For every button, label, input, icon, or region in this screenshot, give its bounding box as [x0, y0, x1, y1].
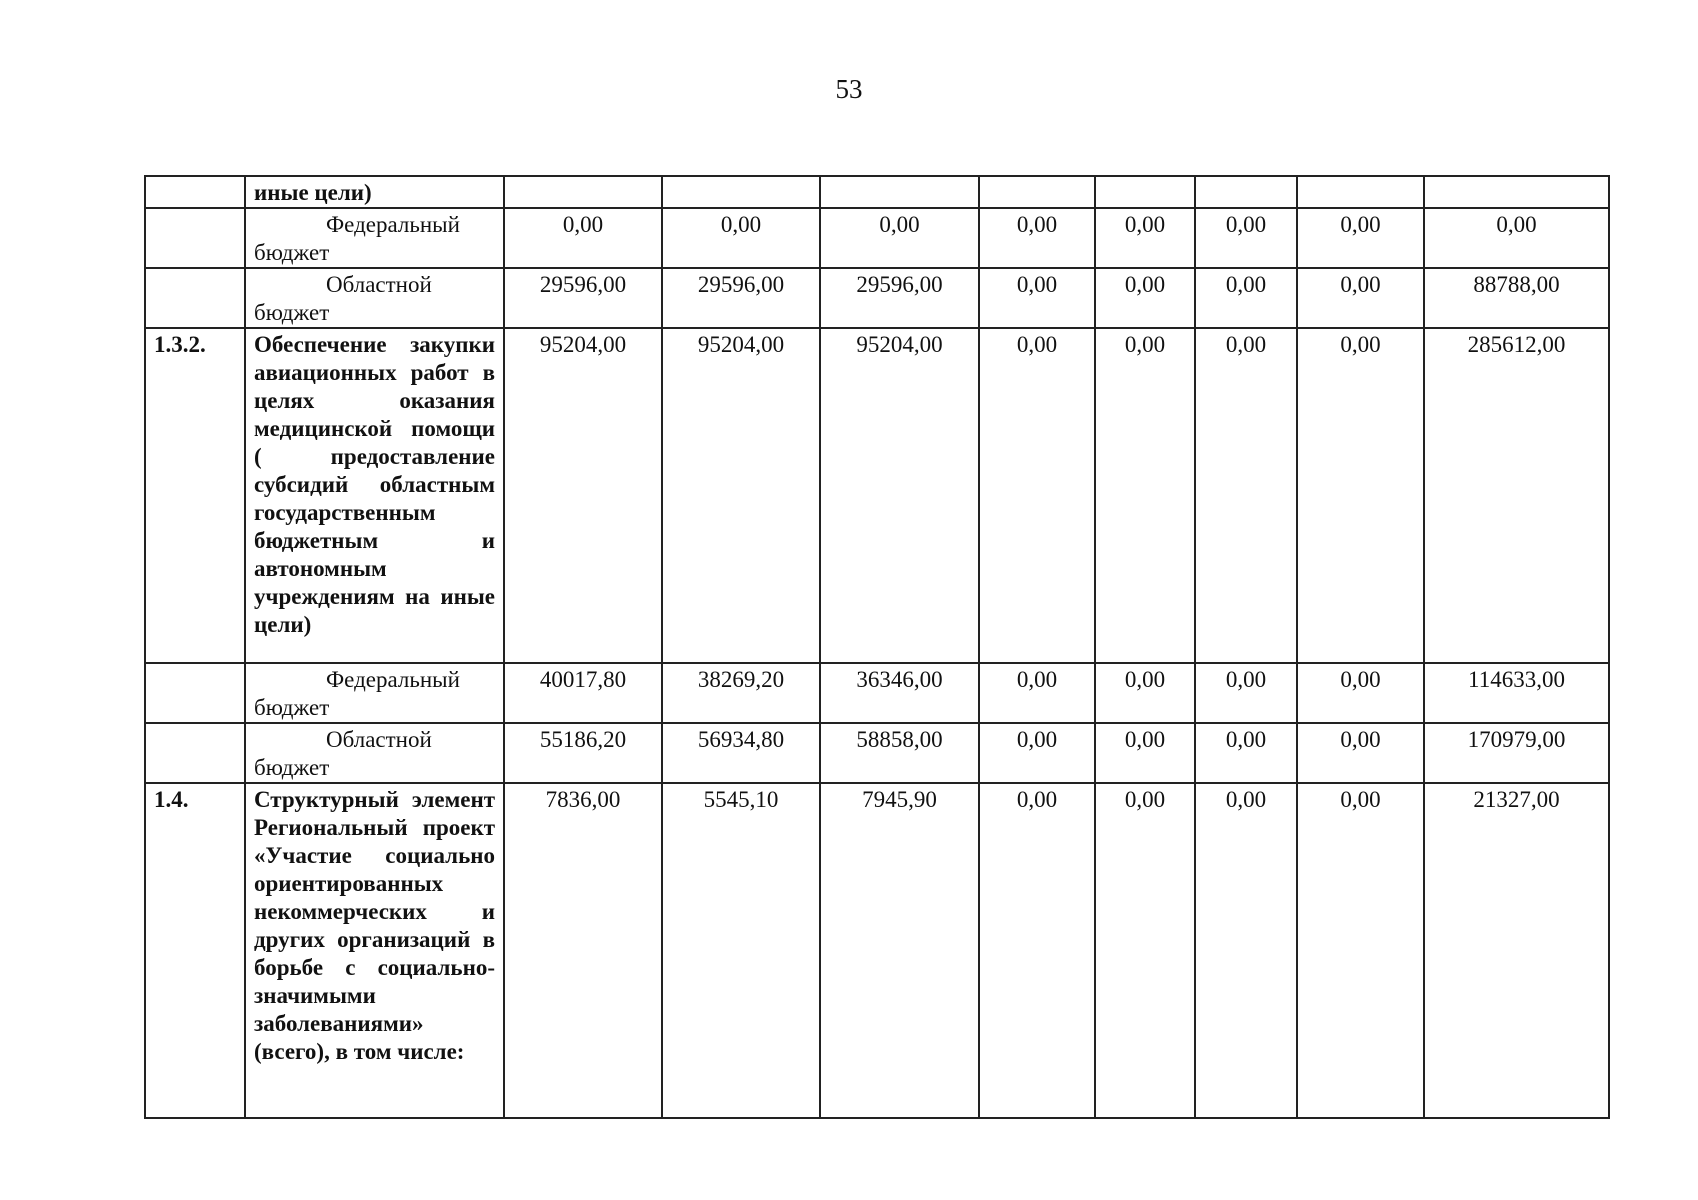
value-cell: 0,00 [1095, 328, 1195, 663]
row-name: иные цели) [245, 176, 504, 208]
value-cell: 0,00 [1195, 328, 1297, 663]
value-cell: 0,00 [662, 208, 820, 268]
value-cell: 0,00 [979, 268, 1095, 328]
table-row [145, 268, 1609, 328]
row-name: Структурный элемент Региональный проект «Участие социально ориентированных некоммерческих и других организаций в борьбе с социально-значимыми заболеваниями» (всего), в том числе: [245, 783, 504, 1118]
value-cell: 0,00 [1195, 783, 1297, 1118]
value-cell: 55186,20 [504, 723, 662, 783]
value-cell: 29596,00 [504, 268, 662, 328]
value-cell: 0,00 [1424, 208, 1609, 268]
value-cell: 0,00 [979, 723, 1095, 783]
value-cell: 0,00 [820, 208, 979, 268]
value-cell: 0,00 [979, 208, 1095, 268]
funding-source-label-cont: бюджет [254, 240, 330, 265]
row-index: 1.3.2. [145, 328, 245, 663]
funding-source-label-cont: бюджет [254, 695, 330, 720]
row-index [145, 663, 245, 723]
table-row [145, 328, 1609, 663]
value-cell: 38269,20 [662, 663, 820, 723]
row-name [245, 723, 504, 783]
value-cell: 88788,00 [1424, 268, 1609, 328]
value-cell: 0,00 [1095, 723, 1195, 783]
value-cell: 0,00 [1297, 663, 1424, 723]
value-cell: 0,00 [1195, 723, 1297, 783]
value-cell: 170979,00 [1424, 723, 1609, 783]
value-cell: 29596,00 [662, 268, 820, 328]
row-index [145, 208, 245, 268]
value-cell: 0,00 [1195, 208, 1297, 268]
value-cell: 0,00 [1095, 268, 1195, 328]
value-cell: 0,00 [1297, 328, 1424, 663]
value-cell: 0,00 [979, 328, 1095, 663]
value-cell: 0,00 [1297, 208, 1424, 268]
value-cell: 21327,00 [1424, 783, 1609, 1118]
budget-table [144, 175, 1610, 1119]
value-cell: 95204,00 [820, 328, 979, 663]
value-cell [1424, 176, 1609, 208]
value-cell: 56934,80 [662, 723, 820, 783]
funding-source-label: Федеральный [326, 212, 460, 237]
table-row [145, 176, 1609, 208]
funding-source-label-cont: бюджет [254, 300, 330, 325]
funding-source-label: Областной [326, 272, 432, 297]
row-index: 1.4. [145, 783, 245, 1118]
row-name [245, 663, 504, 723]
row-index [145, 268, 245, 328]
row-name: Обеспечение закупки авиационных работ в целях оказания медицинской помощи ( предоставление субсидий областным государственным бюджетным и автономным учреждениям на иные цели) [245, 328, 504, 663]
value-cell: 0,00 [1195, 268, 1297, 328]
value-cell: 29596,00 [820, 268, 979, 328]
row-index [145, 723, 245, 783]
value-cell: 0,00 [1095, 783, 1195, 1118]
value-cell: 0,00 [1095, 663, 1195, 723]
table-row [145, 663, 1609, 723]
value-cell: 7945,90 [820, 783, 979, 1118]
value-cell: 7836,00 [504, 783, 662, 1118]
value-cell [1297, 176, 1424, 208]
value-cell: 95204,00 [504, 328, 662, 663]
row-name [245, 208, 504, 268]
value-cell [820, 176, 979, 208]
value-cell [979, 176, 1095, 208]
table-row [145, 783, 1609, 1118]
row-name [245, 268, 504, 328]
funding-source-label: Федеральный [326, 667, 460, 692]
value-cell: 95204,00 [662, 328, 820, 663]
value-cell: 114633,00 [1424, 663, 1609, 723]
value-cell [1095, 176, 1195, 208]
value-cell: 285612,00 [1424, 328, 1609, 663]
funding-source-label: Областной [326, 727, 432, 752]
value-cell: 0,00 [1297, 783, 1424, 1118]
page-number: 53 [835, 74, 863, 104]
value-cell: 0,00 [1095, 208, 1195, 268]
value-cell: 0,00 [504, 208, 662, 268]
value-cell [504, 176, 662, 208]
value-cell: 36346,00 [820, 663, 979, 723]
value-cell: 0,00 [1195, 663, 1297, 723]
value-cell [1195, 176, 1297, 208]
value-cell: 5545,10 [662, 783, 820, 1118]
value-cell: 0,00 [1297, 723, 1424, 783]
row-index [145, 176, 245, 208]
value-cell: 0,00 [1297, 268, 1424, 328]
value-cell: 0,00 [979, 783, 1095, 1118]
value-cell: 40017,80 [504, 663, 662, 723]
value-cell: 58858,00 [820, 723, 979, 783]
value-cell [662, 176, 820, 208]
table-row [145, 723, 1609, 783]
table-row [145, 208, 1609, 268]
funding-source-label-cont: бюджет [254, 755, 330, 780]
value-cell: 0,00 [979, 663, 1095, 723]
